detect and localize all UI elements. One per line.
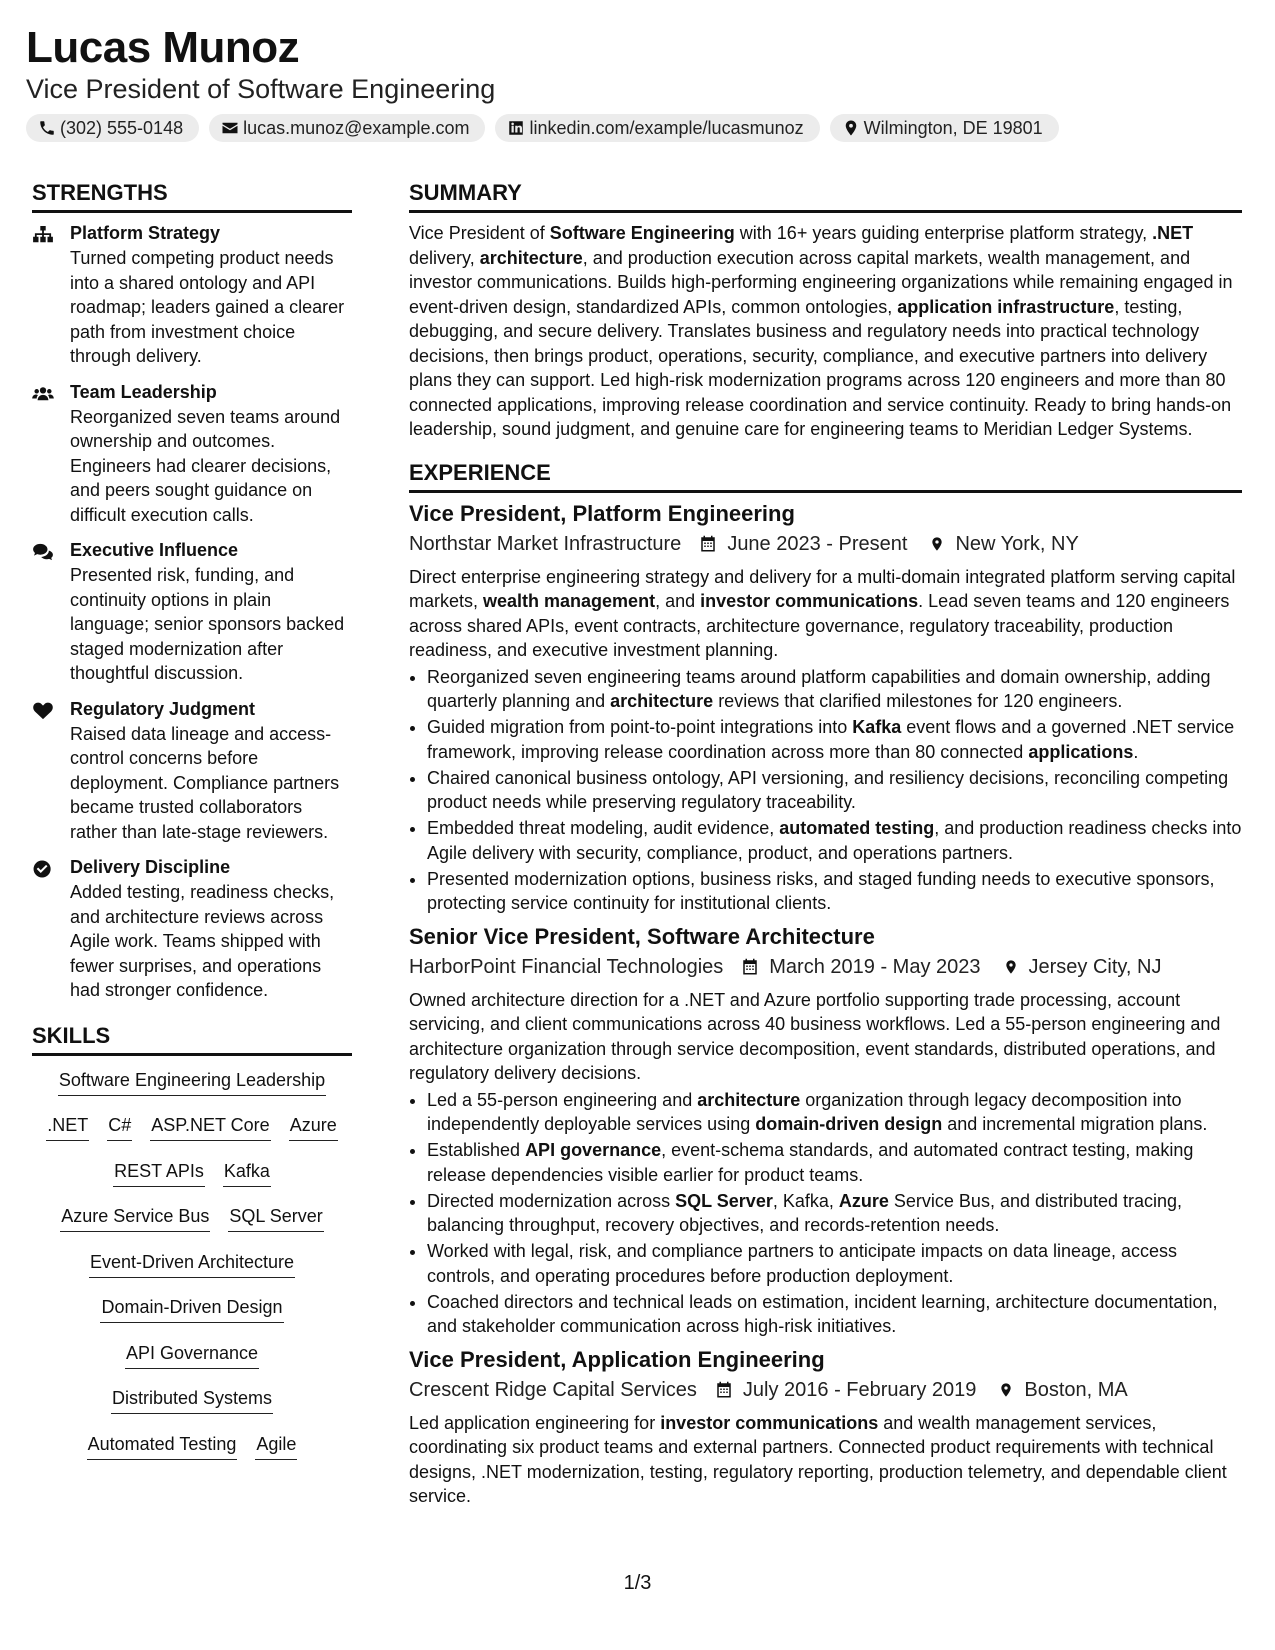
map-pin-icon <box>842 119 860 137</box>
candidate-name: Lucas Munoz <box>26 23 300 72</box>
users-icon <box>32 385 54 403</box>
strength-title: Delivery Discipline <box>70 857 231 877</box>
job-bullet: • Presented modernization options, business risks, and staged funding needs to executive sponsors, protecting service continuity for institutional clients. <box>427 867 1242 916</box>
experience-heading: EXPERIENCE <box>409 458 1242 493</box>
skill-row <box>60 1204 323 1250</box>
contact-phone-text: (302) 555-0148 <box>60 117 184 138</box>
job-description: Direct enterprise engineering strategy and delivery for a multi-domain integrated platform serving capital markets, wealth management, and investor communications. Lead seven teams and 120 engineers across shared APIs, event contracts, architecture governance, regulatory traceability, production readiness, and executive investment planning. <box>409 566 1236 660</box>
strengths-heading: STRENGTHS <box>32 178 352 213</box>
contact-bar <box>26 114 1059 142</box>
skill-tag: ASP.NET Core <box>150 1113 270 1141</box>
job-bullets <box>409 1088 1242 1339</box>
job-title: Vice President, Platform Engineering <box>409 500 795 526</box>
skill-tag: REST APIs <box>113 1159 205 1187</box>
strength-title: Team Leadership <box>70 381 217 402</box>
job-title: Vice President, Application Engineering <box>409 1346 825 1372</box>
envelope-icon <box>221 119 239 137</box>
contact-email[interactable] <box>209 114 485 142</box>
job-bullet: • Guided migration from point-to-point integrations into Kafka event flows and a governed .NET service framework, improving release coordination across more than 80 connected applications. <box>427 715 1242 764</box>
skill-row <box>46 1113 337 1159</box>
heart-icon <box>32 702 54 720</box>
left-column <box>32 178 352 1477</box>
skill-tag: .NET <box>46 1113 89 1141</box>
summary-text: Vice President of Software Engineering with 16+ years guiding enterprise platform strategy, .NET delivery, architecture, and production execution across capital markets, wealth management, and investor communications. Builds high-performing engineering organizations while remaining engaged in event-driven design, standardized APIs, common ontologies, application infrastructure, testing, debugging, and secure delivery. Translates business and regulatory needs into practical technology decisions, then brings product, operations, security, compliance, and executive partners into delivery plans they can support. Led high-risk modernization programs across 120 engineers and more than 80 connected applications, improving release coordination and service continuity. Ready to bring hands-on leadership, sound judgment, and genuine care for engineering teams to Meridian Ledger Systems. <box>409 223 1233 439</box>
strength-item <box>32 221 352 369</box>
job-bullet: • Embedded threat modeling, audit evidence, automated testing, and production readiness checks into Agile delivery with security, compliance, product, and operations partners. <box>427 816 1242 865</box>
calendar-icon <box>699 535 717 553</box>
skill-tag: Automated Testing <box>87 1432 238 1460</box>
job-bullet: • Worked with legal, risk, and compliance partners to anticipate impacts on data lineage, access controls, and operating procedures before production deployment. <box>427 1239 1242 1288</box>
job-bullet: • Chaired canonical business ontology, API versioning, and resiliency decisions, reconciling competing product needs while preserving regulatory traceability. <box>427 766 1242 815</box>
experience-list <box>409 499 1242 1509</box>
contact-linkedin[interactable] <box>495 114 819 142</box>
job-bullet: • Coached directors and technical leads on estimation, incident learning, architecture documentation, and stakeholder communication across high-risk initiatives. <box>427 1290 1242 1339</box>
job-entry <box>409 1345 1242 1509</box>
strength-desc: Added testing, readiness checks, and architecture reviews across Agile work. Teams shipped with fewer surprises, and operations had stronger confidence. <box>70 882 335 1000</box>
job-entry <box>409 499 1242 916</box>
skill-tag: C# <box>107 1113 132 1141</box>
strength-title: Executive Influence <box>70 540 239 560</box>
map-pin-icon <box>929 535 945 553</box>
skill-tag: Kafka <box>223 1159 271 1187</box>
job-location: New York, NY <box>955 532 1079 555</box>
strength-desc: Raised data lineage and access-control concerns before deployment. Compliance partners became trusted collaborators rather than late-stage reviewers. <box>70 723 340 842</box>
contact-location <box>830 114 1059 142</box>
skill-tag: Domain-Driven Design <box>100 1295 283 1323</box>
job-bullet: • Directed modernization across SQL Server, Kafka, Azure Service Bus, and distributed tracing, balancing throughput, recovery objectives, and records-retention needs. <box>427 1189 1242 1238</box>
strength-desc: Reorganized seven teams around ownership and outcomes. Engineers had clearer decisions, and peers sought guidance on difficult execution calls. <box>70 406 341 525</box>
contact-phone[interactable] <box>26 114 199 142</box>
strength-title: Regulatory Judgment <box>70 698 256 719</box>
calendar-icon <box>741 958 759 976</box>
job-title: Senior Vice President, Software Architecture <box>409 923 875 949</box>
strength-title: Platform Strategy <box>70 223 221 243</box>
job-description: Owned architecture direction for a .NET and Azure portfolio supporting trade processing, account servicing, and client communications across 40 business workflows. Led a 55-person engineering and architecture organization through service decomposition, event standards, distributed operations, and regulatory delivery decisions. <box>409 989 1221 1083</box>
map-pin-icon <box>998 1381 1014 1399</box>
contact-location-text: Wilmington, DE 19801 <box>863 117 1043 138</box>
job-dates: July 2016 - February 2019 <box>742 1378 977 1401</box>
job-company: Crescent Ridge Capital Services <box>409 1378 697 1401</box>
job-meta <box>409 529 1242 559</box>
contact-email-text: lucas.munoz@example.com <box>243 117 470 138</box>
strength-desc: Turned competing product needs into a shared ontology and API roadmap; leaders gained a clearer path from investment choice through delivery. <box>70 248 345 366</box>
skills-heading: SKILLS <box>32 1021 352 1056</box>
skill-tag: Software Engineering Leadership <box>58 1068 326 1096</box>
skill-tag: Distributed Systems <box>111 1386 273 1414</box>
skill-tag: Event-Driven Architecture <box>89 1250 295 1278</box>
strength-item <box>32 380 352 528</box>
skill-tag: Azure Service Bus <box>60 1204 210 1232</box>
skill-row <box>100 1295 283 1341</box>
job-description: Led application engineering for investor communications and wealth management services, coordinating six product teams and external partners. Connected product requirements with technical designs, .NET modernization, testing, regulatory reporting, production telemetry, and dependable client service. <box>409 1412 1227 1506</box>
phone-icon <box>38 119 56 137</box>
candidate-title: Vice President of Software Engineering <box>26 74 496 104</box>
skill-tag: API Governance <box>125 1341 259 1369</box>
calendar-icon <box>715 1381 733 1399</box>
chat-bubbles-icon <box>32 543 54 561</box>
job-bullet: • Reorganized seven engineering teams around platform capabilities and domain ownership, adding quarterly planning and architecture reviews that clarified milestones for 120 engineers. <box>427 665 1242 714</box>
job-bullet: • Established API governance, event-schema standards, and automated contract testing, making release dependencies visible earlier for product teams. <box>427 1138 1242 1187</box>
skill-row <box>125 1341 259 1387</box>
skill-row <box>111 1386 273 1432</box>
job-meta <box>409 952 1242 982</box>
job-dates: June 2023 - Present <box>727 532 908 555</box>
skill-tag: Azure <box>289 1113 338 1141</box>
skill-row <box>87 1432 298 1478</box>
job-location: Jersey City, NJ <box>1028 955 1162 978</box>
job-bullets <box>409 665 1242 916</box>
job-entry <box>409 922 1242 1339</box>
skill-row <box>113 1159 271 1205</box>
strength-item <box>32 697 352 845</box>
summary-heading: SUMMARY <box>409 178 1242 213</box>
org-chart-icon <box>32 226 54 244</box>
skills-list <box>32 1068 352 1478</box>
skill-tag: Agile <box>255 1432 297 1460</box>
job-location: Boston, MA <box>1024 1378 1128 1401</box>
strength-item <box>32 855 352 1003</box>
strength-item <box>32 538 352 686</box>
contact-linkedin-text: linkedin.com/example/lucasmunoz <box>529 117 804 138</box>
linkedin-icon <box>507 119 525 137</box>
skill-tag: SQL Server <box>228 1204 323 1232</box>
job-bullet: • Led a 55-person engineering and architecture organization through legacy decomposition into independently deployable services using domain-driven design and incremental migration plans. <box>427 1088 1242 1137</box>
job-company: Northstar Market Infrastructure <box>409 532 682 555</box>
strength-desc: Presented risk, funding, and continuity options in plain language; senior sponsors backed staged modernization after thoughtful discussion. <box>70 565 345 683</box>
page-number: 1/3 <box>623 1572 652 1594</box>
check-circle-icon <box>32 860 54 878</box>
map-pin-icon <box>1003 958 1019 976</box>
skill-row <box>58 1068 326 1114</box>
job-meta <box>409 1375 1242 1405</box>
job-company: HarborPoint Financial Technologies <box>409 955 724 978</box>
job-dates: March 2019 - May 2023 <box>769 955 981 978</box>
right-column <box>409 178 1242 1509</box>
skill-row <box>89 1250 295 1296</box>
